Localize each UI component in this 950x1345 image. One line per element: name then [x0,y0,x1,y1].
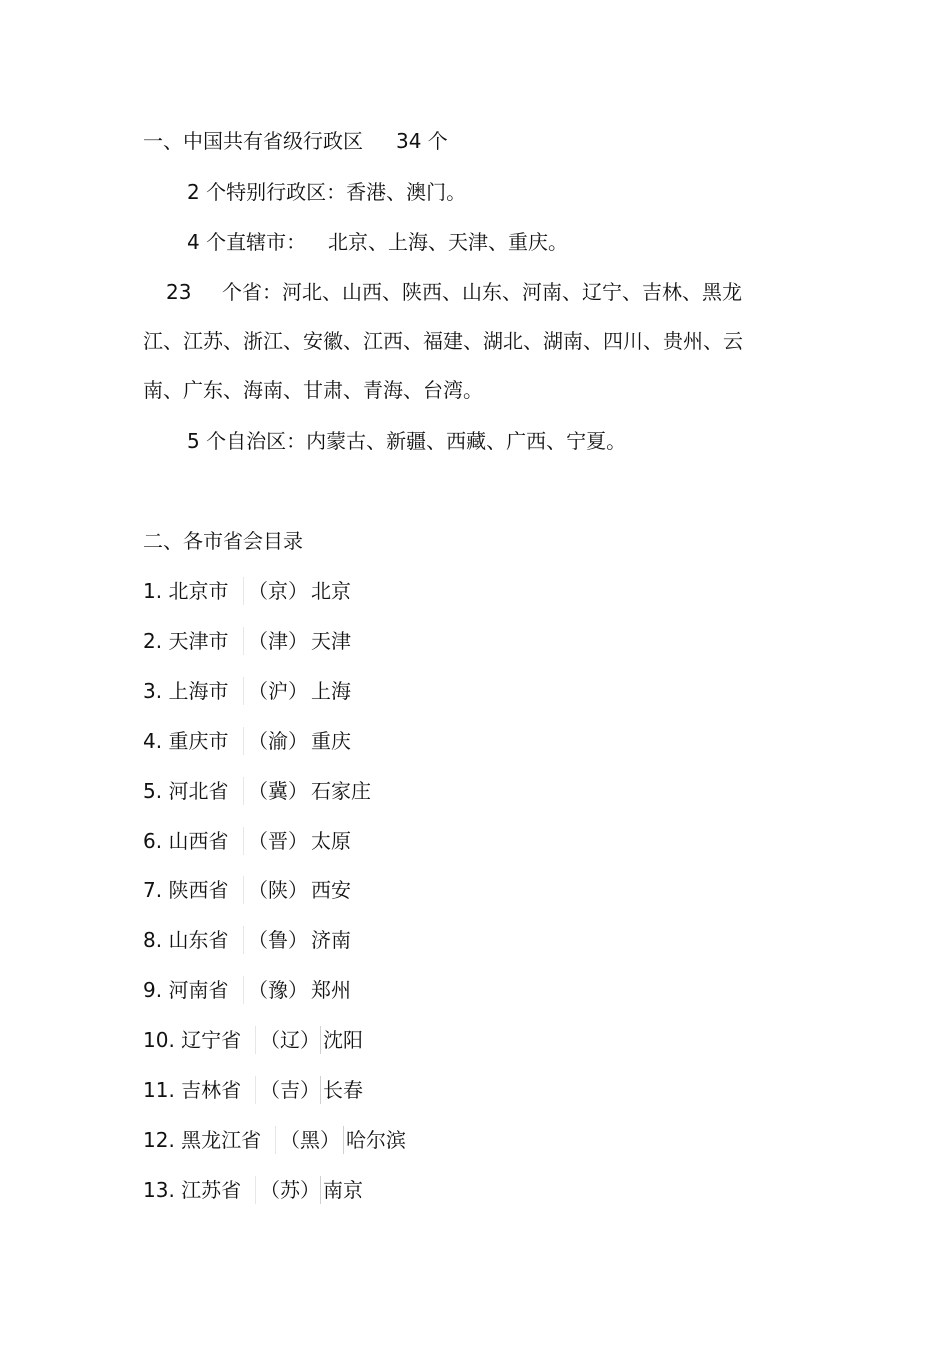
list-item-name: 6. 山西省 [143,829,229,853]
list-item-capital: 北京 [311,579,351,603]
list-item-name: 2. 天津市 [143,629,229,653]
list-item-capital: 长春 [320,1076,363,1104]
list-item-abbreviation: （辽） [255,1026,320,1054]
province-line-1: 个省：河北、山西、陕西、山东、河南、辽宁、吉林、黑龙 [222,280,742,304]
list-item-name: 9. 河南省 [143,978,229,1002]
section1-heading-count: 34 个 [396,129,448,153]
section1-heading [143,127,363,155]
list-item-name: 10. 辽宁省 [143,1028,242,1052]
list-item-abbreviation: （吉） [255,1076,320,1104]
list-item-capital: 郑州 [311,978,351,1002]
list-item-capital: 重庆 [311,729,351,753]
list-item-capital: 济南 [311,928,351,952]
list-item-abbreviation: （陕） [243,876,308,904]
sar-line: 2 个特别行政区：香港、澳门。 [187,180,467,204]
list-item-abbreviation: （黑） [275,1126,340,1154]
list-item-abbreviation: （苏） [255,1176,320,1204]
list-item-capital: 南京 [320,1176,363,1204]
list-item-capital: 太原 [311,829,351,853]
municipality-list: 北京、上海、天津、重庆。 [328,230,568,254]
list-item-capital: 沈阳 [320,1026,363,1054]
list-item-name: 4. 重庆市 [143,729,229,753]
list-item-capital: 西安 [311,878,351,902]
list-item-abbreviation: （沪） [243,677,308,705]
list-item-capital: 上海 [311,679,351,703]
section1-heading-text: 一、中国共有省级行政区 [143,129,363,153]
list-item-abbreviation: （津） [243,627,308,655]
list-item-abbreviation: （冀） [243,777,308,805]
list-item-abbreviation: （豫） [243,976,308,1004]
list-item-abbreviation: （渝） [243,727,308,755]
list-item-name: 5. 河北省 [143,779,229,803]
list-item-capital: 天津 [311,629,351,653]
list-item-abbreviation: （晋） [243,827,308,855]
list-item-name: 8. 山东省 [143,928,229,952]
province-count: 23 [166,280,192,304]
list-item-name: 12. 黑龙江省 [143,1128,262,1152]
province-line-2: 江、江苏、浙江、安徽、江西、福建、湖北、湖南、四川、贵州、云 [143,329,743,353]
list-item-capital: 石家庄 [311,779,371,803]
list-item-name: 11. 吉林省 [143,1078,242,1102]
list-item-name: 13. 江苏省 [143,1178,242,1202]
list-item-name: 7. 陕西省 [143,878,229,902]
autonomous-region-line: 5 个自治区：内蒙古、新疆、西藏、广西、宁夏。 [187,429,627,453]
list-item-name: 3. 上海市 [143,679,229,703]
list-item-name: 1. 北京市 [143,579,229,603]
municipality-label: 4 个直辖市： [187,230,307,254]
list-item-abbreviation: （京） [243,577,308,605]
list-item-abbreviation: （鲁） [243,926,308,954]
section2-heading: 二、各市省会目录 [143,529,303,553]
list-item-capital: 哈尔滨 [343,1126,406,1154]
province-line-3: 南、广东、海南、甘肃、青海、台湾。 [143,378,483,402]
